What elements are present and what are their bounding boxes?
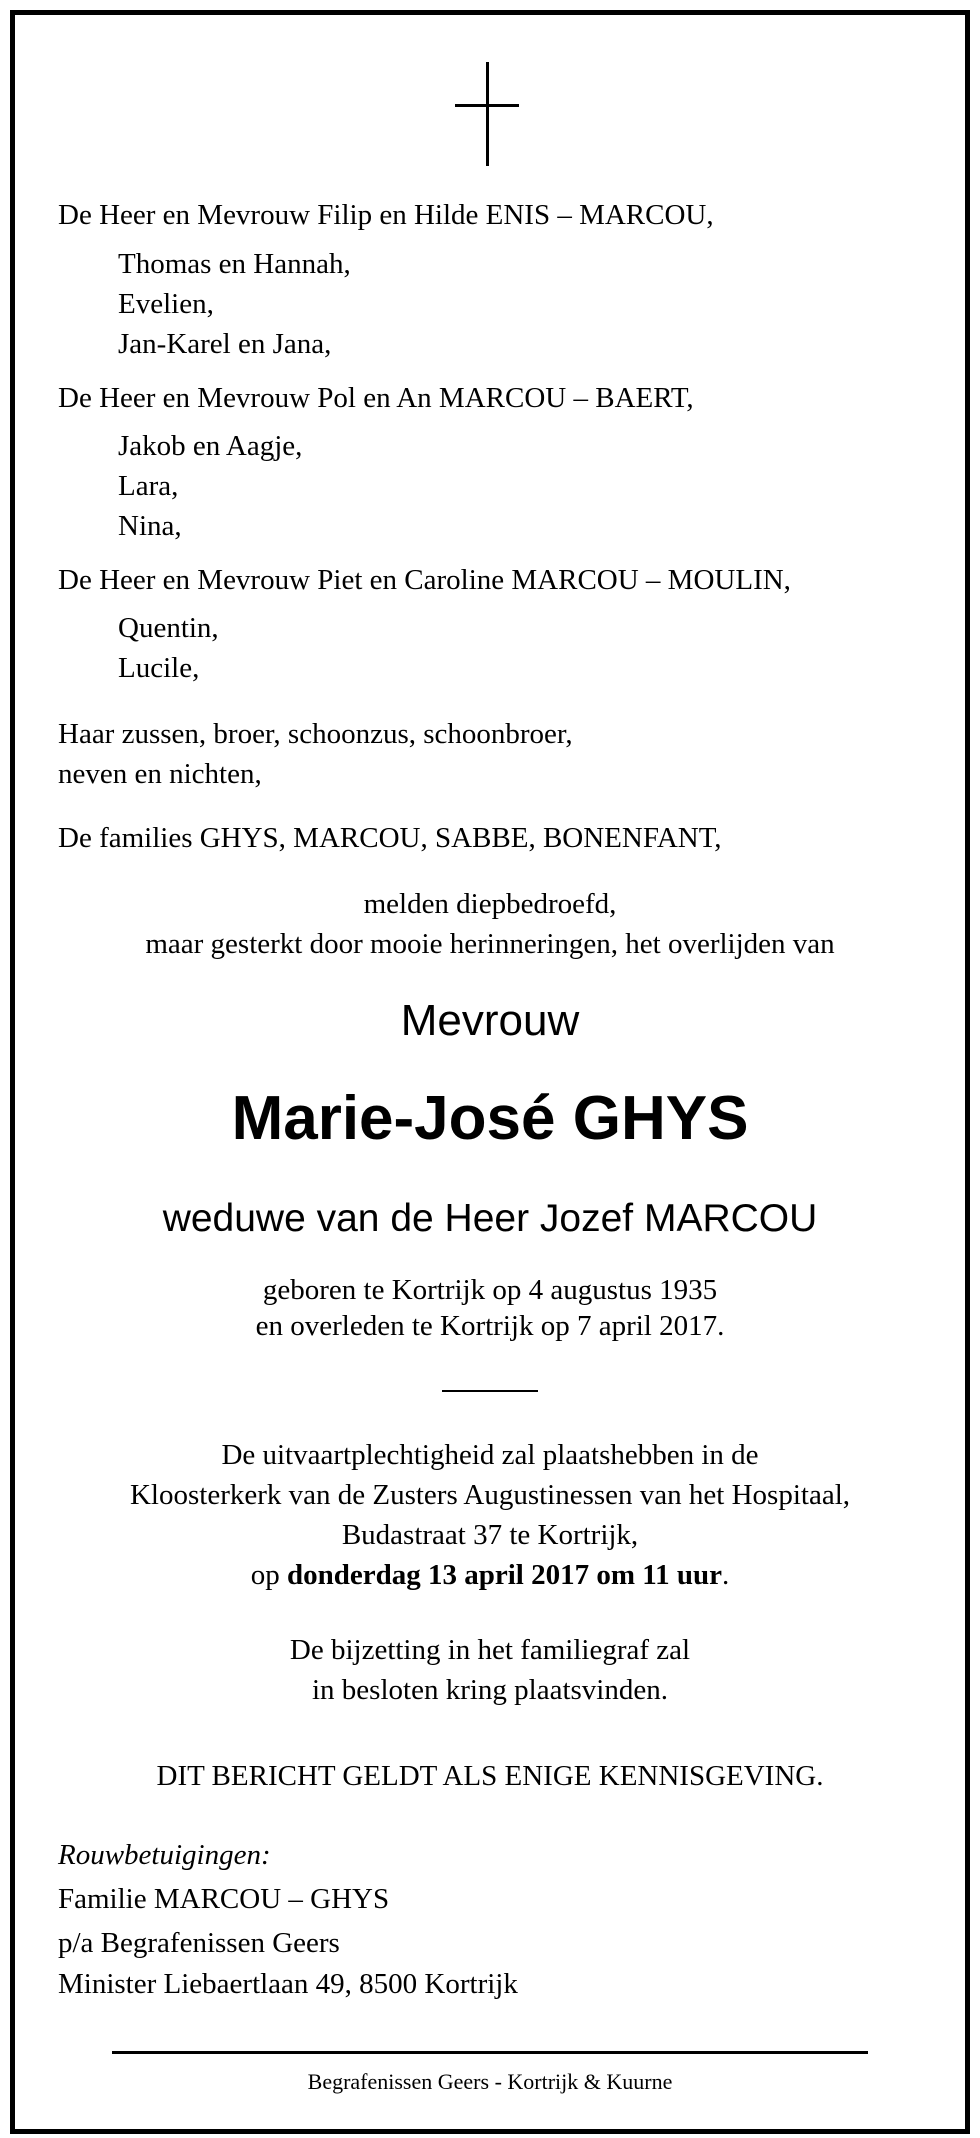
death-date: en overleden te Kortrijk op 7 april 2017. [255,1310,725,1342]
footer-text: Begrafenissen Geers - Kortrijk & Kuurne [307,2069,673,2094]
families-line: De families GHYS, MARCOU, SABBE, BONENFANT, [58,822,722,854]
condolences-label: Rouwbetuigingen: [58,1839,271,1871]
family-1-child: Thomas en Hannah, [118,248,351,280]
family-2-couple: De Heer en Mevrouw Pol en An MARCOU – BAERT, [58,382,694,414]
birth-date: geboren te Kortrijk op 4 augustus 1935 [262,1274,718,1306]
funeral-line: Budastraat 37 te Kortrijk, [341,1519,639,1551]
funeral-date-suffix: . [722,1559,730,1591]
siblings-line: Haar zussen, broer, schoonzus, schoonbroer, [58,718,573,750]
announcement-line: maar gesterkt door mooie herinneringen, het overlijden van [145,928,835,960]
funeral-line: De uitvaartplechtigheid zal plaatshebben in de [221,1439,759,1471]
family-2-child: Lara, [118,470,179,502]
funeral-line: Kloosterkerk van de Zusters Augustinessen van het Hospitaal, [129,1479,850,1511]
condolences-line: Familie MARCOU – GHYS [58,1883,390,1915]
family-1-child: Jan-Karel en Jana, [118,328,332,360]
burial-line: in besloten kring plaatsvinden. [312,1674,668,1706]
family-2-child: Nina, [118,510,182,542]
separator-dash [442,1390,538,1392]
condolences-line: p/a Begrafenissen Geers [58,1927,340,1959]
condolences-line: Minister Liebaertlaan 49, 8500 Kortrijk [58,1968,518,2000]
widow-of: weduwe van de Heer Jozef MARCOU [162,1197,818,1240]
funeral-date-line [0,1557,980,1593]
family-2-child: Jakob en Aagje, [118,430,303,462]
announcement-line: melden diepbedroefd, [363,888,617,920]
footer-rule [112,2051,868,2054]
funeral-date-prefix: op [250,1559,287,1591]
notice-line: DIT BERICHT GELDT ALS ENIGE KENNISGEVING. [156,1760,824,1792]
family-1-child: Evelien, [118,288,214,320]
family-3-couple: De Heer en Mevrouw Piet en Caroline MARCOU – MOULIN, [58,564,791,596]
deceased-name: Marie-José GHYS [231,1084,749,1153]
family-3-child: Lucile, [118,652,200,684]
funeral-date: donderdag 13 april 2017 om 11 uur [286,1559,723,1591]
family-1-couple: De Heer en Mevrouw Filip en Hilde ENIS – MARCOU, [58,199,714,231]
family-3-child: Quentin, [118,612,219,644]
deceased-title: Mevrouw [400,996,580,1045]
siblings-line: neven en nichten, [58,758,262,790]
burial-line: De bijzetting in het familiegraf zal [289,1634,691,1666]
cross-icon [455,62,519,166]
